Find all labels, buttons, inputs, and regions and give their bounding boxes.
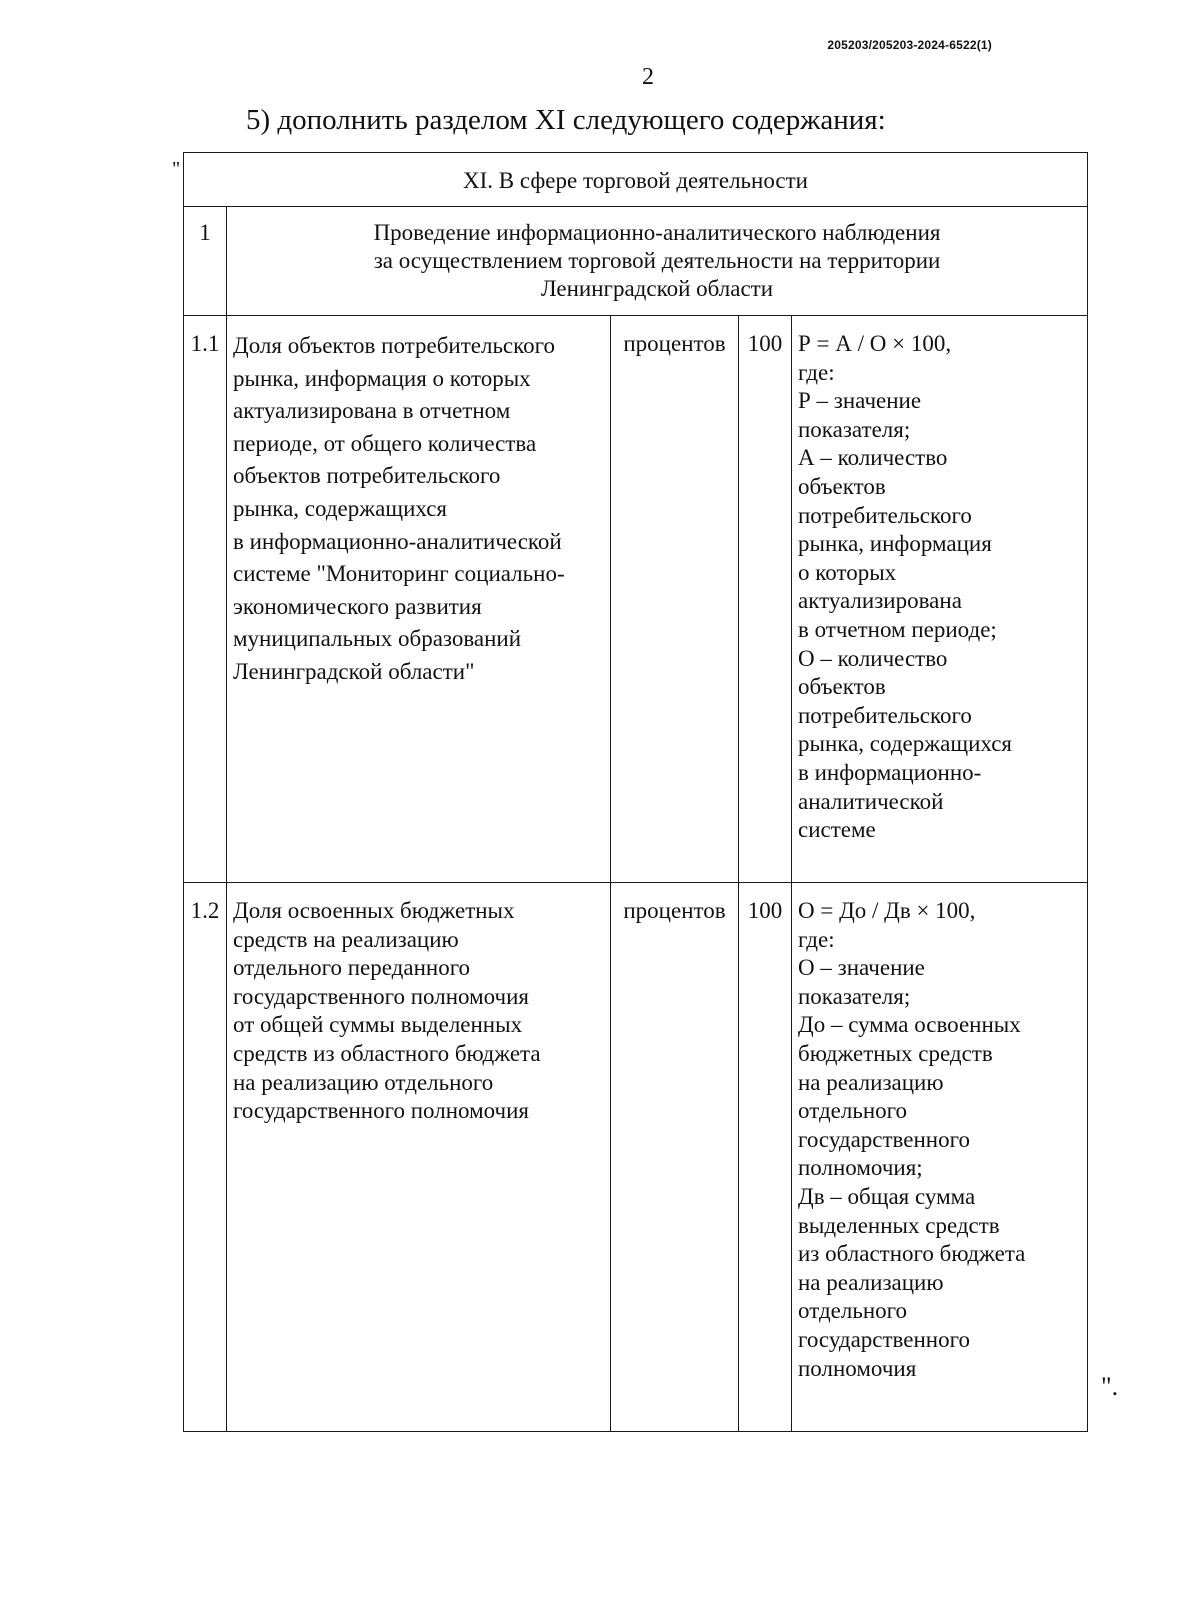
formula-line: полномочия; <box>798 1155 923 1181</box>
opening-quote: " <box>172 158 181 180</box>
formula-line: бюджетных средств <box>798 1040 993 1066</box>
page-number: 2 <box>642 64 654 90</box>
unit-cell: процентов <box>611 316 739 883</box>
formula-line: О = До / Дв × 100, <box>798 898 976 923</box>
task-title-line: Ленинградской области <box>540 276 774 301</box>
indicators-table <box>183 152 1088 1432</box>
row-number: 1.1 <box>184 316 227 883</box>
formula-line: рынка, информация <box>798 531 992 557</box>
formula-line: где: <box>798 359 835 385</box>
intro-text: 5) дополнить разделом XI следующего содержания: <box>246 104 886 136</box>
formula-line: А – количество <box>798 445 948 471</box>
closing-quote: ". <box>1101 1372 1119 1401</box>
indicator-name-line: в информационно-аналитической <box>233 528 562 554</box>
indicator-name-line: от общей суммы выделенных <box>233 1012 523 1038</box>
indicator-name <box>227 883 611 1432</box>
indicator-name-line: рынка, информация о которых <box>233 365 531 391</box>
task-title-line: за осуществлением торговой деятельности на территории <box>373 248 941 273</box>
formula-line: показателя; <box>798 416 911 442</box>
formula-cell <box>792 883 1088 1432</box>
task-title-line: Проведение информационно-аналитического наблюдения <box>373 220 941 245</box>
section-title-row <box>184 153 1088 207</box>
formula-line: выделенных средств <box>798 1212 1000 1238</box>
indicator-name-line: муниципальных образований <box>233 626 522 652</box>
formula-line: отдельного <box>798 1098 907 1124</box>
formula-line: аналитической <box>798 788 944 814</box>
indicator-name-line: объектов потребительского <box>233 463 501 489</box>
table-row <box>184 883 1088 1432</box>
formula-line: рынка, содержащихся <box>798 731 1012 757</box>
task-row <box>184 207 1088 316</box>
indicator-name-line: средств из областного бюджета <box>233 1040 541 1066</box>
indicator-name-line: Доля объектов потребительского <box>233 333 556 358</box>
formula-line: государственного <box>798 1326 970 1352</box>
formula-line: объектов <box>798 674 886 700</box>
indicator-name-line: отдельного переданного <box>233 955 471 981</box>
value-cell: 100 <box>739 883 792 1432</box>
formula-line: где: <box>798 926 835 952</box>
formula-line: в отчетном периоде; <box>798 616 997 642</box>
indicator-name-line: системе "Мониторинг социально- <box>233 561 565 587</box>
formula-line: на реализацию <box>798 1269 944 1295</box>
formula-line: Дв – общая сумма <box>798 1183 976 1209</box>
value-cell: 100 <box>739 316 792 883</box>
indicator-name-line: актуализирована в отчетном <box>233 398 511 424</box>
table-row <box>184 316 1088 883</box>
formula-line: государственного <box>798 1126 970 1152</box>
indicator-name-line: средств на реализацию <box>233 926 459 952</box>
row-number: 1.2 <box>184 883 227 1432</box>
formula-line: объектов <box>798 473 886 499</box>
indicator-name-line: периоде, от общего количества <box>233 430 537 456</box>
formula-line: До – сумма освоенных <box>798 1012 1021 1038</box>
formula-line: показателя; <box>798 983 911 1009</box>
unit-cell: процентов <box>611 883 739 1432</box>
indicator-name-line: государственного полномочия <box>233 1098 529 1124</box>
document-id: 205203/205203-2024-6522(1) <box>827 38 992 52</box>
indicator-name <box>227 316 611 883</box>
formula-line: системе <box>798 817 876 843</box>
formula-cell <box>792 316 1088 883</box>
formula-line: о которых <box>798 559 897 585</box>
indicator-name-line: государственного полномочия <box>233 983 529 1009</box>
section-title: XI. В сфере торговой деятельности <box>184 153 1088 207</box>
formula-line: полномочия <box>798 1355 917 1381</box>
formula-line: Р – значение <box>798 388 922 414</box>
formula-line: О – значение <box>798 955 925 981</box>
formula-line: потребительского <box>798 702 972 728</box>
formula-line: Р = А / О × 100, <box>798 331 952 356</box>
formula-line: О – количество <box>798 645 948 671</box>
formula-line: из областного бюджета <box>798 1241 1026 1267</box>
formula-line: в информационно- <box>798 759 982 785</box>
formula-line: на реализацию <box>798 1069 944 1095</box>
formula-line: потребительского <box>798 502 972 528</box>
indicator-name-line: рынка, содержащихся <box>233 495 447 521</box>
formula-line: актуализирована <box>798 588 962 614</box>
indicator-name-line: экономического развития <box>233 593 482 619</box>
task-title <box>227 207 1088 316</box>
indicator-name-line: Доля освоенных бюджетных <box>233 898 515 923</box>
task-number: 1 <box>184 207 227 316</box>
formula-line: отдельного <box>798 1298 907 1324</box>
indicator-name-line: на реализацию отдельного <box>233 1069 494 1095</box>
indicator-name-line: Ленинградской области" <box>233 658 475 684</box>
